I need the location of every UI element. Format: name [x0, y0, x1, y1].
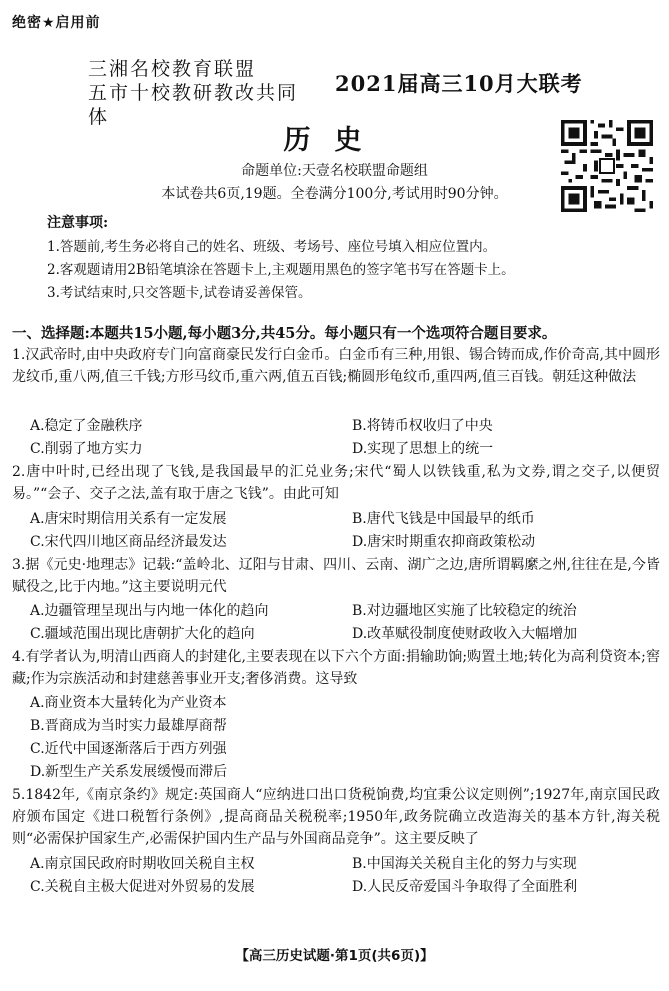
q2-option-d: D.唐宋时期重农抑商政策松动: [352, 534, 536, 550]
q5-option-d: D.人民反帝爱国斗争取得了全面胜利: [352, 879, 578, 895]
question-3-stem: 3.据《元史·地理志》记载:“盖岭北、辽阳与甘肃、四川、云南、湖广之边,唐所谓羁縻之州,往往在是,今皆赋役之,比于内地。”这主要说明元代: [12, 557, 660, 595]
question-2-stem: 2.唐中叶时,已经出现了飞钱,是我国最早的汇兑业务;宋代“蜀人以铁钱重,私为文券,谓之交子,以便贸易。”“会子、交子之法,盖有取于唐之飞钱”。由此可知: [12, 464, 660, 502]
notice-item: 2.客观题请用2B铅笔填涂在答题卡上,主观题用黑色的签字笔书写在答题卡上。: [47, 262, 515, 278]
notice-title: 注意事项:: [47, 215, 109, 231]
confidential-mark: 绝密★启用前: [12, 15, 101, 31]
subject-title: 历史: [283, 125, 386, 156]
exam-info-line: 本试卷共6页,19题。全卷满分100分,考试用时90分钟。: [161, 186, 508, 202]
question-5-stem: 5.1842年,《南京条约》规定:英国商人“应纳进口出口货税饷费,均宜秉公议定则例”;1927年,南京国民政府颁布国定《进口税暂行条例》,提高商品关税税率;1950年,政务院确立改造海关的基本方针,海关税则“必需保护国家生产,必需保护国内生产品与外国商品竞争”。这主要反映了: [12, 787, 660, 847]
section-heading: 一、选择题:本题共15小题,每小题3分,共45分。每小题只有一个选项符合题目要求。: [12, 325, 557, 342]
question-1-stem: 1.汉武帝时,由中央政府专门向富商豪民发行白金币。白金币有三种,用银、锡合铸而成,作价奇高,其中圆形龙纹币,重八两,值三千钱;方形马纹币,重六两,值五百钱;椭圆形龟纹币,重四两,值三百钱。朝廷这种做法: [12, 347, 660, 385]
exam-title: 2021届高三10月大联考: [335, 71, 583, 96]
q1-option-d: D.实现了思想上的统一: [352, 441, 494, 457]
q2-option-b: B.唐代飞钱是中国最早的纸币: [352, 511, 535, 527]
q3-option-b: B.对边疆地区实施了比较稳定的统治: [352, 603, 577, 619]
q1-option-c: C.削弱了地方实力: [30, 441, 143, 457]
notice-item: 1.答题前,考生务必将自己的姓名、班级、考场号、座位号填入相应位置内。: [47, 239, 497, 255]
q3-option-d: D.改革赋役制度使财政收入大幅增加: [352, 626, 578, 642]
question-4-stem: 4.有学者认为,明清山西商人的封建化,主要表现在以下六个方面:捐输助饷;购置土地;转化为高利贷资本;窖藏;作为宗族活动和封建慈善事业开支;奢侈消费。这导致: [12, 649, 660, 687]
union-line-2: 五市十校教研教改共同体: [88, 82, 299, 128]
q1-option-a: A.稳定了金融秩序: [30, 418, 143, 434]
q2-option-a: A.唐宋时期信用关系有一定发展: [30, 511, 227, 527]
q5-option-a: A.南京国民政府时期收回关税自主权: [30, 856, 255, 872]
q5-option-b: B.中国海关关税自主化的努力与实现: [352, 856, 577, 872]
author-line: 命题单位:天壹名校联盟命题组: [241, 163, 428, 179]
q3-option-c: C.疆域范围出现比唐朝扩大化的趋向: [30, 626, 255, 642]
q5-option-c: C.关税自主极大促进对外贸易的发展: [30, 879, 255, 895]
q3-option-a: A.边疆管理呈现出与内地一体化的趋向: [30, 603, 269, 619]
q4-option-c: C.近代中国逐渐落后于西方列强: [30, 741, 227, 757]
union-line-1: 三湘名校教育联盟: [88, 58, 257, 80]
q1-option-b: B.将铸币权收归了中央: [352, 418, 493, 434]
q4-option-d: D.新型生产关系发展缓慢而滞后: [30, 764, 228, 780]
q2-option-c: C.宋代四川地区商品经济最发达: [30, 534, 227, 550]
notice-item: 3.考试结束时,只交答题卡,试卷请妥善保管。: [47, 285, 312, 301]
q4-option-b: B.晋商成为当时实力最雄厚商帮: [30, 718, 227, 734]
q4-option-a: A.商业资本大量转化为产业资本: [30, 695, 227, 711]
page-footer: 【高三历史试题·第1页(共6页)】: [235, 948, 434, 964]
